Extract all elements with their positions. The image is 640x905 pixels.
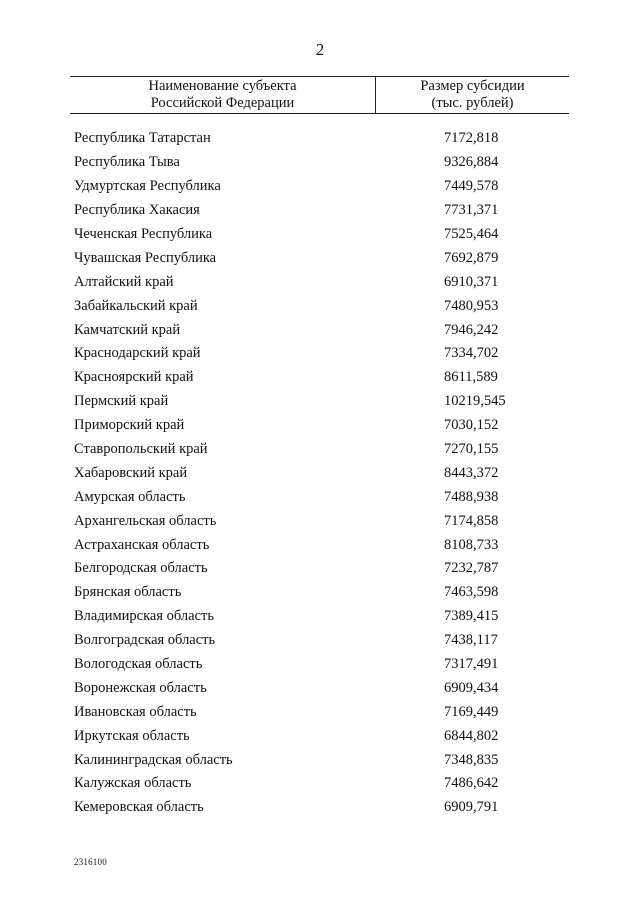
table-row <box>74 724 570 748</box>
subject-name: Республика Тыва <box>74 154 180 171</box>
header-subject-name <box>70 77 376 113</box>
subject-name: Ивановская область <box>74 703 197 720</box>
table-row <box>74 127 570 151</box>
subject-name: Брянская область <box>74 584 182 601</box>
subject-name: Воронежская область <box>74 679 207 696</box>
subsidy-value: 7389,415 <box>444 608 499 625</box>
subsidy-value: 6909,791 <box>444 799 499 816</box>
table-row <box>74 485 570 509</box>
subsidy-value: 7731,371 <box>444 202 499 219</box>
subject-name: Ставропольский край <box>74 441 208 458</box>
subsidy-value: 7488,938 <box>444 488 499 505</box>
table-row <box>74 223 570 247</box>
table-row <box>74 772 570 796</box>
subsidy-value: 7692,879 <box>444 249 499 266</box>
subsidy-value: 7946,242 <box>444 321 499 338</box>
document-code: 2316100 <box>74 857 107 867</box>
table-body <box>74 127 570 820</box>
subsidy-value: 7317,491 <box>444 656 499 673</box>
subject-name: Чувашская Республика <box>74 249 217 266</box>
subsidy-value: 7334,702 <box>444 345 499 362</box>
subsidy-value: 7438,117 <box>444 632 498 649</box>
subject-name: Чеченская Республика <box>74 226 213 242</box>
header-subject-name-line1: Наименование субъекта <box>148 78 297 94</box>
subsidy-value: 7480,953 <box>444 297 499 314</box>
header-subsidy-amount-line2: (тыс. рублей) <box>431 95 514 111</box>
subject-name: Хабаровский край <box>74 464 188 481</box>
table-row <box>74 390 570 414</box>
subsidy-value: 7030,152 <box>444 417 499 434</box>
subject-name: Калужская область <box>74 775 192 792</box>
subsidy-value: 6910,371 <box>444 273 499 290</box>
subsidy-value: 6909,434 <box>444 679 499 696</box>
subsidy-value: 7169,449 <box>444 703 499 720</box>
subject-name: Архангельская область <box>74 512 217 529</box>
table-row <box>74 796 570 820</box>
table-row <box>74 700 570 724</box>
subject-name: Камчатский край <box>74 321 181 338</box>
table-row <box>74 246 570 270</box>
header-subsidy-amount-line1: Размер субсидии <box>420 78 525 94</box>
table-row <box>74 653 570 677</box>
subsidy-value: 7270,155 <box>444 441 499 458</box>
table-row <box>74 605 570 629</box>
table-row <box>74 676 570 700</box>
table-row <box>74 175 570 199</box>
table-row <box>74 342 570 366</box>
subsidy-value: 7172,818 <box>444 130 499 147</box>
table-row <box>74 438 570 462</box>
subject-name: Забайкальский край <box>74 297 198 314</box>
subject-name: Амурская область <box>74 488 186 505</box>
table-row <box>74 629 570 653</box>
subject-name: Владимирская область <box>74 608 214 625</box>
subject-name: Вологодская область <box>74 656 203 673</box>
table-row <box>74 509 570 533</box>
table-row <box>74 557 570 581</box>
table-header <box>70 76 569 114</box>
table-row <box>74 748 570 772</box>
subject-name: Красноярский край <box>74 369 194 386</box>
subject-name: Кемеровская область <box>74 799 204 816</box>
subject-name: Республика Татарстан <box>74 130 211 147</box>
table-row <box>74 533 570 557</box>
subject-name: Иркутская область <box>74 727 190 744</box>
table-row <box>74 199 570 223</box>
subsidy-value: 8108,733 <box>444 536 499 553</box>
page-number: 2 <box>315 40 325 59</box>
subject-name: Краснодарский край <box>74 345 201 362</box>
table-row <box>74 270 570 294</box>
table-row <box>74 318 570 342</box>
subsidy-value: 7232,787 <box>444 560 499 577</box>
header-subsidy-amount <box>376 77 569 113</box>
subsidy-value: 10219,545 <box>444 393 506 410</box>
subject-name: Астраханская область <box>74 536 210 553</box>
header-subject-name-line2: Российской Федерации <box>150 95 295 111</box>
subsidy-value: 7525,464 <box>444 226 499 242</box>
subsidy-value: 9326,884 <box>444 154 499 171</box>
subsidy-value: 7449,578 <box>444 178 499 195</box>
subject-name: Удмуртская Республика <box>74 178 221 195</box>
subsidy-value: 7348,835 <box>444 751 499 768</box>
subsidy-value: 7174,858 <box>444 512 499 529</box>
subject-name: Пермский край <box>74 393 169 410</box>
table-row <box>74 414 570 438</box>
subsidy-value: 7463,598 <box>444 584 499 601</box>
table-row <box>74 461 570 485</box>
subject-name: Калининградская область <box>74 751 233 768</box>
table-row <box>74 151 570 175</box>
table-row <box>74 581 570 605</box>
subject-name: Белгородская область <box>74 560 208 577</box>
table-row <box>74 366 570 390</box>
subject-name: Приморский край <box>74 417 185 434</box>
subsidy-value: 6844,802 <box>444 727 499 744</box>
subsidy-value: 8443,372 <box>444 464 499 481</box>
subsidy-value: 8611,589 <box>444 369 498 386</box>
subsidy-value: 7486,642 <box>444 775 499 792</box>
subject-name: Республика Хакасия <box>74 202 200 219</box>
table-row <box>74 294 570 318</box>
subject-name: Алтайский край <box>74 273 174 290</box>
subject-name: Волгоградская область <box>74 632 216 649</box>
